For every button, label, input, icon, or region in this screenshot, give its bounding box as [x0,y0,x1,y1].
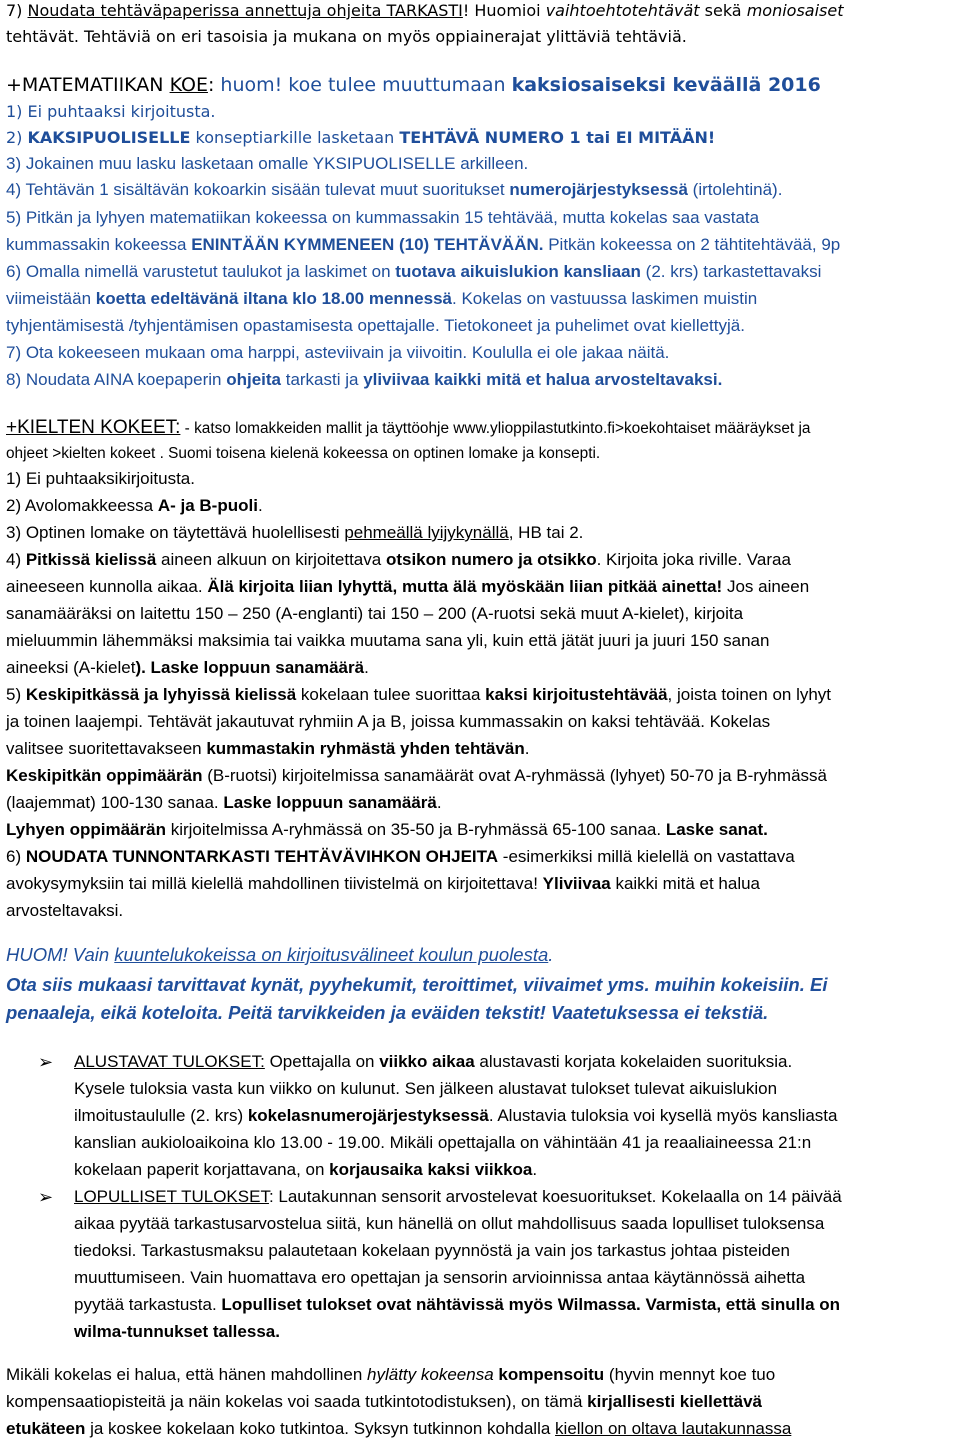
bullet-2-l5-bold: Lopulliset tulokset ovat nähtävissä myös Wilmassa. Varmista, että sinulla on [221,1295,841,1314]
lang-item-5e-text: (laajemmat) 100-130 sanaa. [6,793,224,812]
lang-item-4b-text: aineeseen kunnolla aikaa. [6,577,208,596]
final-line-3 [6,1416,791,1442]
lang-item-5a-num: 5) [6,685,26,704]
math-item-6a-bold: tuotava aikuislukion kansliaan [395,262,641,281]
lang-item-2-bold: A- ja B-puoli [157,496,258,515]
final-l1-end: (hyvin mennyt koe tuo [604,1365,776,1384]
lang-item-4b-end: Jos aineen [722,577,810,596]
math-item-6b-bold: koetta edeltävänä iltana klo 18.00 mennessä [95,289,452,308]
bullet-2-line-3: tiedoksi. Tarkastusmaksu palautetaan kokelaan pyynnöstä ja vain jos tarkastus johtaa pisteiden [74,1241,791,1260]
huom-line-2: Ota siis mukaasi tarvittavat kynät, pyyhekumit, teroittimet, viivaimet yms. muihin kokeisiin. Ei [6,974,828,995]
math-item-8-bold-end: yliviivaa kaikki mitä et halua arvosteltavaksi. [363,370,723,389]
lang-item-6b-text: avokysymyksiin tai millä kielellä mahdollinen tiivistelmä on kirjoitettava! [6,874,543,893]
bullet-1-l5-bold: korjausaika kaksi viikkoa [329,1160,533,1179]
lang-item-4a-text: aineen alkuun on kirjoitettava [156,550,386,569]
lang-item-5e-bold: Laske loppuun sanamäärä [223,793,437,812]
lang-item-5a [6,682,831,708]
lang-item-5e-end: . [436,793,442,812]
math-item-2-bold-end: TEHTÄVÄ NUMERO 1 tai EI MITÄÄN! [399,128,716,147]
notice-choice-tasks: vaihtoehtotehtävät [545,1,700,20]
lang-item-5f [6,817,768,843]
lang-item-6b [6,871,760,897]
notice-line-2: tehtävät. Tehtäviä on eri tasoisia ja mukana on myös oppiainerajat ylittäviä tehtäviä. [6,27,687,46]
lang-item-3-end: , HB tai 2. [508,523,584,542]
lang-item-6c: arvosteltavaksi. [6,901,124,920]
final-l3-text: ja koskee kokelaan koko tutkintoa. Syksyn tutkinnon kohdalla [85,1419,556,1438]
lang-item-4a-bold2: otsikon numero ja otsikko [385,550,597,569]
math-heading-koe: KOE [169,74,208,96]
math-item-2 [6,125,715,151]
lang-item-4a-end: . Kirjoita joka riville. Varaa [596,550,791,569]
notice-follow-instructions: Noudata tehtäväpaperissa annettuja ohjeita TARKASTI [27,1,463,20]
lang-item-3 [6,520,583,546]
lang-item-6a [6,844,795,870]
lang-item-4e-bold: ). Laske loppuun sanamäärä [135,658,365,677]
math-item-2-text: konseptiarkille lasketaan [190,128,400,147]
huom-underlined: kuuntelukokeissa on kirjoitusvälineet koulun puolesta [114,944,549,965]
lang-item-6a-num: 6) [6,847,26,866]
bullet-1-line-5 [74,1157,537,1183]
lang-item-2-text: 2) Avolomakkeessa [6,496,158,515]
lang-item-5d-bold: Keskipitkän oppimäärän [6,766,203,785]
math-heading-note-bold: kaksiosaiseksi keväällä 2016 [511,74,821,96]
lang-item-1: 1) Ei puhtaaksikirjoitusta. [6,469,195,488]
bullet-2-line-1 [74,1184,842,1210]
lang-heading: +KIELTEN KOKEET: [6,417,181,438]
final-l1-italic: hylätty kokeensa [367,1365,494,1384]
math-item-1: 1) Ei puhtaaksi kirjoitusta. [6,102,216,121]
math-item-6c: tyhjentämisestä /tyhjentämisen opastamisesta opettajalle. Tietokoneet ja puhelimet ovat kiellettyjä. [6,316,745,335]
lang-note-1: - katso lomakkeiden mallit ja täyttöohje www.ylioppilastutkinto.fi>koekohtaiset määräykset ja [180,420,811,437]
lang-item-6a-bold: NOUDATA TUNNONTARKASTI TEHTÄVÄVIHKON OHJEITA [25,847,499,866]
bullet-1-line-3 [74,1103,837,1129]
final-line-2 [6,1389,762,1415]
lang-item-5e [6,790,442,816]
bullet-1-l5-text: kokelaan paperit korjattavana, on [74,1160,330,1179]
math-item-4-bold: numerojärjestyksessä [509,180,688,199]
bullet-1-text: Opettajalla on [264,1052,380,1071]
notice-line-1 [6,0,843,24]
lang-item-5c-end: . [524,739,530,758]
bullet-2-line-4: muuttumiseen. Vain huomattava ero opettajan ja sensorin arvioinnissa antaa käytännössä aihetta [74,1268,806,1287]
math-item-2-num: 2) [6,128,28,147]
bullet-1-line-2: Kysele tuloksia vasta kun viikko on kulunut. Sen jälkeen alustavat tulokset tulevat aikuislukion [74,1079,778,1098]
lang-item-5c [6,736,529,762]
final-l2-text: kompensaatiopisteitä ja näin kokelas voi saada tutkintotodistuksen), on tämä [6,1392,588,1411]
lang-item-4a-num: 4) [6,550,26,569]
bullet-2-line-5 [74,1292,840,1318]
lang-item-2 [6,493,263,519]
math-item-5b-end: Pitkän kokeessa on 2 tähtitehtävää, 9p [543,235,841,254]
lang-item-6a-text: -esimerkiksi millä kielellä on vastattava [498,847,795,866]
notice-text: sekä [699,1,747,20]
math-item-4 [6,177,782,203]
lang-item-4d: mieluummin lähemmäksi maksimia tai vaikka muutama sana yli, kuin että jätät juuri ja juuri 150 sanan [6,631,770,650]
arrow-bullet-icon: ➢ [38,1187,54,1207]
lang-item-5a-end: , joista toinen on lyhyt [667,685,832,704]
bullet-2-title: LOPULLISET TULOKSET [74,1187,269,1206]
lang-item-5a-bold: Keskipitkässä ja lyhyissä kielissä [25,685,297,704]
lang-item-5c-bold: kummastakin ryhmästä yhden tehtävän [206,739,525,758]
final-l1-bold: kompensoitu [498,1365,605,1384]
math-item-5b [6,232,840,258]
final-line-1 [6,1362,775,1388]
lang-item-5d-text: (B-ruotsi) kirjoitelmissa sanamäärät ovat A-ryhmässä (lyhyet) 50-70 ja B-ryhmässä [202,766,827,785]
math-item-6b-end: . Kokelas on vastuussa laskimen muistin [452,289,758,308]
lang-note-2: ohjeet >kielten kokeet . Suomi toisena kielenä kokeessa on optinen lomake ja konsepti. [6,445,601,462]
lang-item-4a-bold: Pitkissä kielissä [25,550,157,569]
final-l1-text: Mikäli kokelas ei halua, että hänen mahdollinen [6,1365,368,1384]
arrow-bullet-icon: ➢ [38,1052,54,1072]
huom-line-3: penaaleja, eikä koteloita. Peitä tarvikkeiden ja eväiden tekstit! Vaatetuksessa ei tekstiä. [6,1002,769,1023]
math-item-8-text: 8) Noudata AINA koepaperin [6,370,227,389]
math-item-4-end: (irtolehtinä). [687,180,783,199]
math-item-6a [6,259,821,285]
math-item-5a: 5) Pitkän ja lyhyen matematiikan kokeessa on kummassakin 15 tehtävää, mutta kokelas saa vastata [6,208,760,227]
math-heading-title: +MATEMATIIKAN [6,74,170,96]
math-item-8 [6,367,722,393]
final-l3-bold: etukäteen [6,1419,86,1438]
final-l3-underline: kiellon on oltava lautakunnassa [555,1419,792,1438]
math-item-5b-text: kummassakin kokeessa [6,235,192,254]
bullet-1-line-4: kanslian aukioloaikoina klo 13.00 - 19.00. Mikäli opettajalla on vähintään 41 ja reaaliaineessa 21:n [74,1133,812,1152]
bullet-2-text: : Lautakunnan sensorit arvostelevat koesuoritukset. Kokelaalla on 14 päivää [268,1187,842,1206]
math-item-6a-end: (2. krs) tarkastettavaksi [640,262,822,281]
bullet-2-line-2: aikaa pyytää tarkastusarvostelua siitä, kun hänellä on ollut mahdollisuus saada lopulliset tuloksensa [74,1214,825,1233]
notice-text: ! Huomioi [462,1,546,20]
math-item-8-text2: tarkasti ja [281,370,364,389]
lang-item-4e-text: aineeksi (A-kielet [6,658,136,677]
huom-lead: HUOM! Vain [6,944,115,965]
math-heading-colon: : [207,74,221,96]
math-item-8-bold: ohjeita [226,370,281,389]
lang-item-3-text: 3) Optinen lomake on täytettävä huolellisesti [6,523,345,542]
huom-end: . [548,944,554,965]
lang-item-5f-text: kirjoitelmissa A-ryhmässä on 35-50 ja B-ryhmässä 65-100 sanaa. [165,820,666,839]
math-item-6a-text: 6) Omalla nimellä varustetut taulukot ja laskimet on [6,262,396,281]
lang-item-5f-bold-end: Laske sanat. [665,820,768,839]
bullet-1-line-1 [74,1049,792,1075]
final-l2-bold: kirjallisesti kiellettävä [587,1392,763,1411]
lang-item-5a-text: kokelaan tulee suorittaa [296,685,486,704]
lang-item-4c: sanamääräksi on laitettu 150 – 250 (A-englanti) tai 150 – 200 (A-ruotsi sekä muut A-kielet), kirjoita [6,604,744,623]
bullet-1-title: ALUSTAVAT TULOKSET: [74,1052,265,1071]
bullet-1-l3-end: . Alustavia tuloksia voi kysellä myös kansliasta [488,1106,838,1125]
math-item-7: 7) Ota kokeeseen mukaan oma harppi, asteviivain ja viivoitin. Koululla ei ole jakaa näitä. [6,343,670,362]
math-heading [6,72,821,98]
bullet-2-line-6: wilma-tunnukset tallessa. [74,1322,280,1341]
lang-item-5d [6,763,827,789]
lang-item-4e-end: . [364,658,369,677]
lang-item-5c-text: valitsee suoritettavakseen [6,739,207,758]
math-item-6b [6,286,757,312]
lang-item-5a-bold2: kaksi kirjoitustehtävää [485,685,668,704]
math-heading-note: huom! koe tulee muuttumaan [220,74,512,96]
lang-item-6b-end: kaikki mitä et halua [610,874,761,893]
lang-item-6b-bold: Yliviivaa [542,874,611,893]
notice-multipart: moniosaiset [746,1,844,20]
bullet-1-l5-end: . [532,1160,538,1179]
lang-item-4b-bold: Älä kirjoita liian lyhyttä, mutta älä myöskään liian pitkää ainetta! [207,577,723,596]
huom-line-1 [6,942,553,968]
notice-number: 7) [6,1,28,20]
bullet-1-end: alustavasti korjata kokelaiden suorituksia. [474,1052,793,1071]
math-item-4-text: 4) Tehtävän 1 sisältävän kokoarkin sisään tulevat muut suoritukset [6,180,510,199]
math-item-5b-bold: ENINTÄÄN KYMMENEEN (10) TEHTÄVÄÄN. [191,235,544,254]
bullet-1-bold: viikko aikaa [379,1052,475,1071]
lang-item-3-underline: pehmeällä lyijykynällä [344,523,509,542]
lang-item-4e [6,655,369,681]
math-item-6b-text: viimeistään [6,289,96,308]
lang-item-4a [6,547,791,573]
math-item-3: 3) Jokainen muu lasku lasketaan omalle YKSIPUOLISELLE arkilleen. [6,154,529,173]
bullet-1-l3-bold: kokelasnumerojärjestyksessä [247,1106,489,1125]
lang-item-2-end: . [257,496,263,515]
lang-item-4b [6,574,809,600]
lang-item-5b: ja toinen laajempi. Tehtävät jakautuvat ryhmiin A ja B, joissa kummassakin on kaksi tehtävää. Kokelas [6,712,771,731]
lang-heading-line [6,415,810,442]
lang-item-5f-bold: Lyhyen oppimäärän [6,820,166,839]
math-item-2-bold: KAKSIPUOLISELLE [27,128,191,147]
bullet-2-l5-text: pyytää tarkastusta. [74,1295,222,1314]
bullet-1-l3-text: ilmoitustaululle (2. krs) [74,1106,248,1125]
